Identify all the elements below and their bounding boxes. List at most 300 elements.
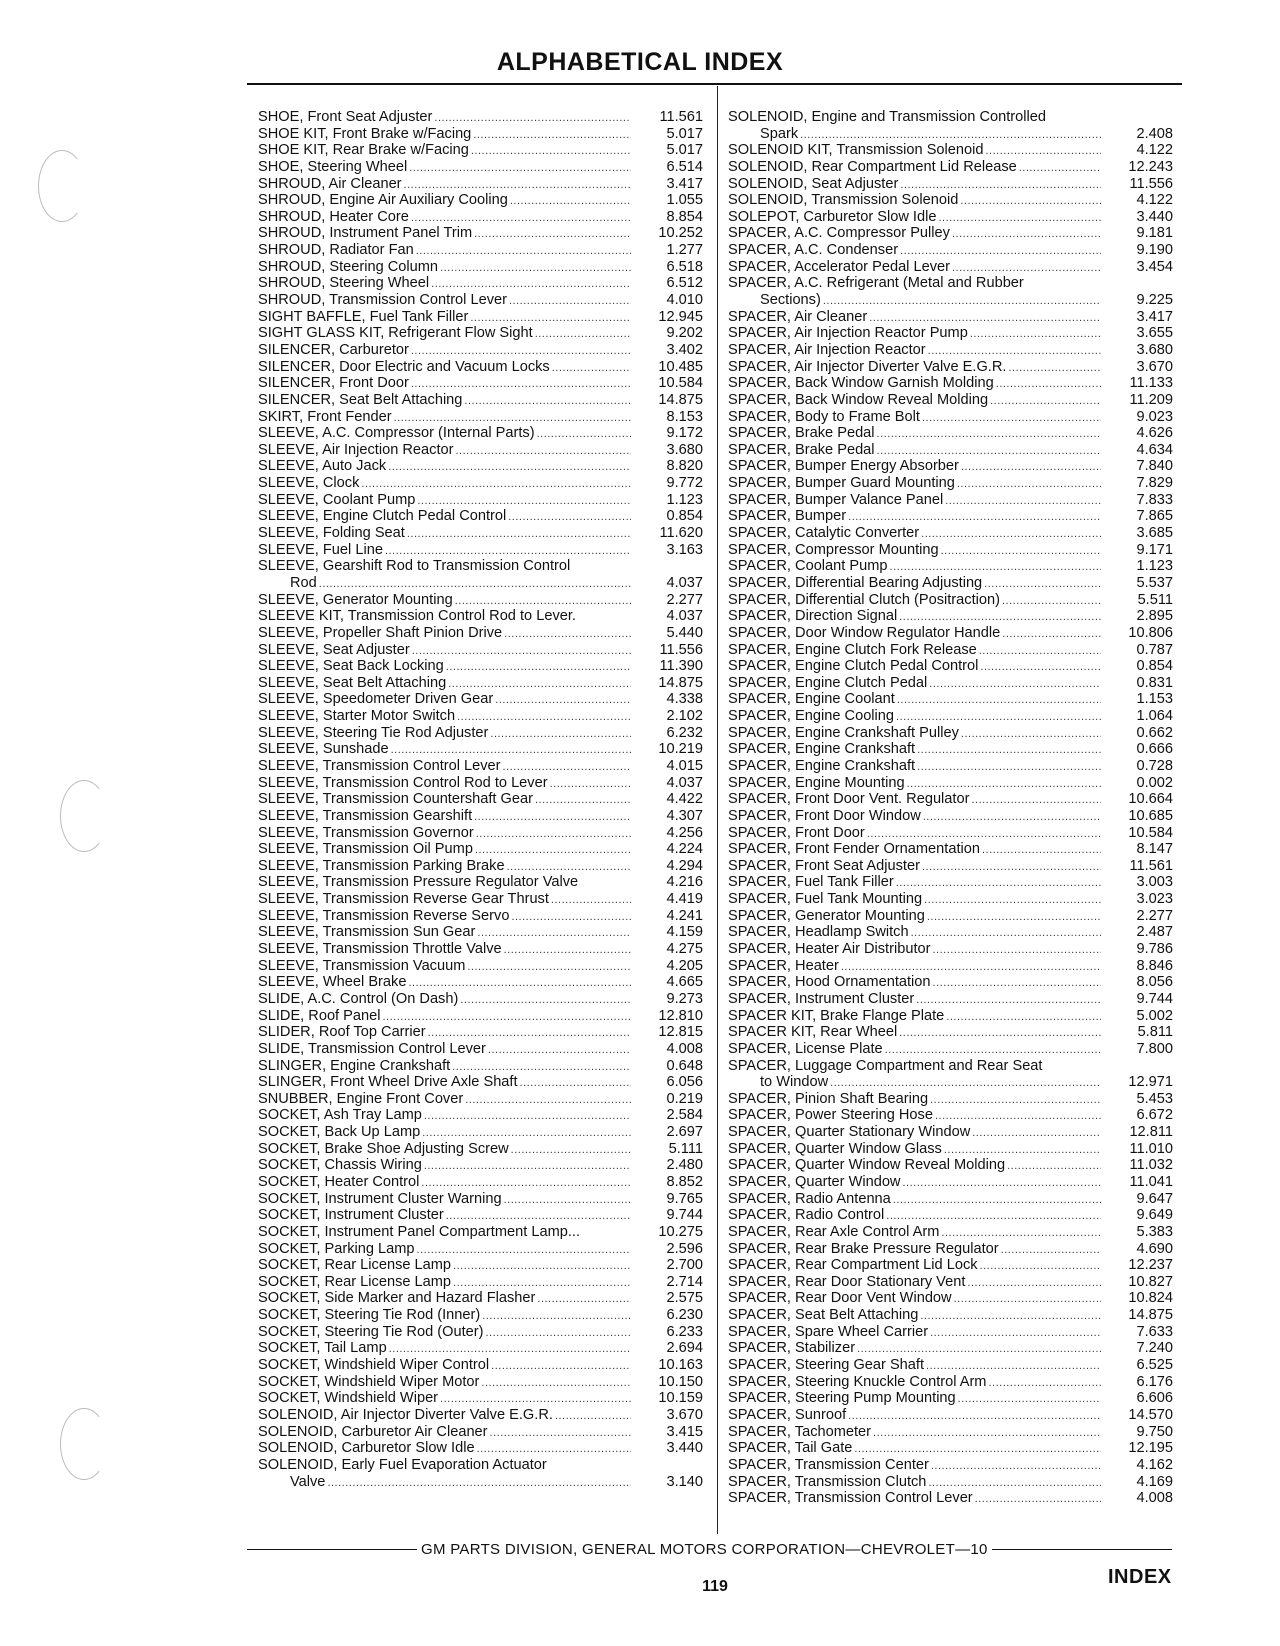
- entry-reference: 4.169: [1136, 1473, 1173, 1490]
- index-entry: [728, 1474, 1173, 1491]
- index-entry: [728, 608, 1173, 625]
- leader-dots: [535, 326, 631, 343]
- leader-dots: [411, 343, 631, 360]
- leader-dots: [473, 127, 631, 144]
- entry-text: SPACER, Tail Gate: [728, 1440, 853, 1457]
- leader-dots: [504, 626, 631, 643]
- entry-text: SILENCER, Carburetor: [258, 341, 409, 358]
- entry-reference: 11.133: [1129, 375, 1173, 392]
- index-entry: [728, 1157, 1173, 1174]
- page-title: ALPHABETICAL INDEX: [496, 48, 784, 76]
- leader-dots: [383, 1009, 632, 1026]
- index-entry: [728, 958, 1173, 975]
- entry-text: SOCKET, Windshield Wiper Motor: [258, 1373, 480, 1390]
- entry-text: SKIRT, Front Fender: [258, 408, 392, 425]
- entry-reference: 3.655: [1136, 325, 1173, 342]
- entry-reference: 4.205: [666, 957, 703, 974]
- entry-reference: 3.415: [666, 1423, 703, 1440]
- entry-reference: 9.744: [1136, 990, 1173, 1007]
- entry-reference: 4.122: [1136, 192, 1173, 209]
- entry-reference: 0.854: [1136, 658, 1173, 675]
- entry-text: SHROUD, Steering Column: [258, 258, 439, 275]
- index-entry: [258, 558, 703, 591]
- entry-text: SLEEVE, Gearshift Rod to Transmission Control: [258, 558, 571, 575]
- entry-text: SLEEVE, Transmission Reverse Gear Thrust: [258, 891, 549, 908]
- leader-dots: [407, 526, 631, 543]
- entry-text: SPACER, Pinion Shaft Bearing: [728, 1090, 929, 1107]
- entry-reference: 2.480: [666, 1157, 703, 1174]
- index-entry: [258, 1074, 703, 1091]
- index-entry: [728, 1091, 1173, 1108]
- entry-reference: 10.806: [1128, 624, 1173, 641]
- index-entry: [258, 525, 703, 542]
- index-entry: [258, 775, 703, 792]
- binder-hole-mark: [60, 780, 108, 852]
- entry-reference: 4.010: [666, 292, 703, 309]
- leader-dots: [476, 826, 631, 843]
- leader-dots: [417, 1242, 631, 1259]
- leader-dots: [428, 1025, 631, 1042]
- index-entry: [728, 475, 1173, 492]
- index-entry: [728, 325, 1173, 342]
- entry-text: SLEEVE, Transmission Sun Gear: [258, 924, 476, 941]
- entry-reference: 3.680: [1136, 341, 1173, 358]
- leader-dots: [421, 1175, 631, 1192]
- leader-dots: [1007, 1158, 1101, 1175]
- index-entry: [728, 924, 1173, 941]
- leader-dots: [986, 143, 1102, 160]
- index-entry: [728, 259, 1173, 276]
- entry-text: SOLENOID, Seat Adjuster: [728, 175, 899, 192]
- index-entry: [258, 691, 703, 708]
- entry-reference: 2.575: [666, 1290, 703, 1307]
- entry-reference: 0.002: [1136, 774, 1173, 791]
- entry-reference: 8.846: [1136, 957, 1173, 974]
- leader-dots: [961, 726, 1101, 743]
- entry-reference: 12.243: [1128, 158, 1173, 175]
- entry-reference: 4.008: [1136, 1490, 1173, 1507]
- leader-dots: [511, 909, 631, 926]
- index-entry: [258, 675, 703, 692]
- index-entry: [728, 691, 1173, 708]
- leader-dots: [1002, 626, 1101, 643]
- entry-reference: 8.854: [666, 208, 703, 225]
- index-entry: [258, 608, 703, 625]
- leader-dots: [935, 1108, 1101, 1125]
- entry-text: SLEEVE, A.C. Compressor (Internal Parts): [258, 425, 535, 442]
- leader-dots: [475, 842, 631, 859]
- leader-dots: [954, 1291, 1101, 1308]
- index-entry: [728, 1257, 1173, 1274]
- leader-dots: [975, 1491, 1101, 1508]
- entry-reference: 12.195: [1128, 1440, 1173, 1457]
- entry-text: SPACER, Air Injection Reactor Pump: [728, 325, 968, 342]
- index-entry: [258, 924, 703, 941]
- entry-reference: 3.440: [1136, 208, 1173, 225]
- entry-text: SOLENOID, Transmission Solenoid: [728, 192, 959, 209]
- entry-reference: 10.664: [1128, 791, 1173, 808]
- entry-text: SLINGER, Engine Crankshaft: [258, 1057, 451, 1074]
- entry-reference: 2.694: [666, 1340, 703, 1357]
- entry-reference: 7.829: [1136, 475, 1173, 492]
- index-entry: [728, 1340, 1173, 1357]
- entry-reference: 4.294: [666, 857, 703, 874]
- entry-reference: 10.252: [658, 225, 703, 242]
- entry-text: SLEEVE, Sunshade: [258, 741, 389, 758]
- entry-reference: 2.596: [666, 1240, 703, 1257]
- entry-text: SPACER, Bumper Energy Absorber: [728, 458, 959, 475]
- index-entry: [728, 508, 1173, 525]
- leader-dots: [923, 809, 1101, 826]
- entry-reference: 8.820: [666, 458, 703, 475]
- entry-reference: 0.831: [1136, 674, 1173, 691]
- index-entry: [258, 159, 703, 176]
- index-entry: [258, 958, 703, 975]
- index-entry: [728, 309, 1173, 326]
- entry-reference: 5.017: [666, 125, 703, 142]
- leader-dots: [990, 393, 1101, 410]
- index-entry: [258, 1290, 703, 1307]
- title-rule: [247, 83, 1182, 85]
- leader-dots: [504, 1192, 631, 1209]
- leader-dots: [485, 1325, 631, 1342]
- entry-reference: 1.123: [666, 491, 703, 508]
- index-entry: [728, 359, 1173, 376]
- entry-text: SPACER KIT, Brake Flange Plate: [728, 1007, 945, 1024]
- leader-dots: [890, 559, 1101, 576]
- entry-text: SOLENOID, Rear Compartment Lid Release: [728, 158, 1017, 175]
- leader-dots: [854, 1441, 1101, 1458]
- entry-reference: 10.685: [1128, 807, 1173, 824]
- entry-reference: 11.010: [1129, 1140, 1173, 1157]
- index-entry: [258, 658, 703, 675]
- entry-text: SPACER, Sunroof: [728, 1406, 847, 1423]
- index-entry: [728, 1174, 1173, 1191]
- entry-reference: 1.277: [666, 242, 703, 259]
- entry-reference: 6.514: [666, 158, 703, 175]
- index-entry: [258, 858, 703, 875]
- leader-dots: [933, 975, 1101, 992]
- entry-reference: 6.512: [666, 275, 703, 292]
- index-entry: [728, 808, 1173, 825]
- entry-text: SPACER, Rear Brake Pressure Regulator: [728, 1240, 999, 1257]
- entry-text: SPACER, Engine Clutch Fork Release: [728, 641, 977, 658]
- entry-text: SOCKET, Back Up Lamp: [258, 1124, 421, 1141]
- entry-text: SLEEVE, Propeller Shaft Pinion Drive: [258, 624, 503, 641]
- leader-dots: [389, 1341, 631, 1358]
- entry-reference: 11.209: [1129, 391, 1173, 408]
- entry-reference: 1.055: [666, 192, 703, 209]
- index-entry: [258, 1440, 703, 1457]
- entry-text: SPACER, Heater Air Distributor: [728, 941, 931, 958]
- leader-dots: [960, 193, 1101, 210]
- entry-reference: 6.056: [666, 1074, 703, 1091]
- leader-dots: [490, 726, 631, 743]
- leader-dots: [455, 593, 631, 610]
- index-entry: [728, 1490, 1173, 1507]
- binder-hole-mark: [38, 150, 86, 222]
- entry-text: SHROUD, Steering Wheel: [258, 275, 430, 292]
- entry-text: SLEEVE, Transmission Reverse Servo: [258, 907, 510, 924]
- entry-reference: 4.162: [1136, 1456, 1173, 1473]
- entry-reference: 10.824: [1128, 1290, 1173, 1307]
- leader-dots: [877, 426, 1101, 443]
- entry-text: SLEEVE, Transmission Throttle Valve: [258, 941, 502, 958]
- entry-reference: 2.714: [666, 1273, 703, 1290]
- index-entry: [258, 392, 703, 409]
- leader-dots: [971, 792, 1101, 809]
- entry-text: SOLENOID, Carburetor Air Cleaner: [258, 1423, 488, 1440]
- entry-text: SLEEVE, Starter Motor Switch: [258, 708, 456, 725]
- leader-dots: [886, 1208, 1101, 1225]
- entry-reference: 3.670: [1136, 358, 1173, 375]
- index-entry: [258, 741, 703, 758]
- leader-dots: [431, 276, 631, 293]
- entry-reference: 10.584: [658, 375, 703, 392]
- entry-text: SLINGER, Front Wheel Drive Axle Shaft: [258, 1074, 518, 1091]
- entry-reference: 2.408: [1136, 125, 1173, 142]
- index-entry: [728, 974, 1173, 991]
- entry-reference: 0.666: [1136, 741, 1173, 758]
- entry-reference: 4.338: [666, 691, 703, 708]
- leader-dots: [474, 226, 631, 243]
- index-entry: [728, 891, 1173, 908]
- leader-dots: [946, 1009, 1101, 1026]
- column-divider: [717, 86, 718, 1534]
- index-entry: [728, 791, 1173, 808]
- index-entry: [258, 1357, 703, 1374]
- index-entry: [728, 558, 1173, 575]
- entry-reference: 1.123: [1136, 558, 1173, 575]
- entry-text: SPACER, Bumper: [728, 508, 847, 525]
- leader-dots: [555, 1408, 631, 1425]
- footer: [247, 1541, 1172, 1558]
- index-entry: [728, 991, 1173, 1008]
- leader-dots: [434, 110, 631, 127]
- index-entry: [258, 1107, 703, 1124]
- entry-text: SPACER, Power Steering Hose: [728, 1107, 933, 1124]
- index-entry: [258, 425, 703, 442]
- entry-text: SPACER, Direction Signal: [728, 608, 898, 625]
- index-entry: [728, 209, 1173, 226]
- entry-text: SPACER, Rear Axle Control Arm: [728, 1223, 940, 1240]
- index-entry: [258, 841, 703, 858]
- index-entry: [728, 525, 1173, 542]
- index-entry: [258, 725, 703, 742]
- entry-text: SLEEVE, Transmission Control Lever: [258, 757, 501, 774]
- leader-dots: [900, 243, 1101, 260]
- index-entry: [728, 458, 1173, 475]
- index-entry: [258, 1224, 703, 1241]
- index-entry: [258, 508, 703, 525]
- entry-reference: 3.685: [1136, 525, 1173, 542]
- entry-reference: 3.680: [666, 441, 703, 458]
- entry-text: SPACER, Transmission Center: [728, 1456, 929, 1473]
- entry-reference: 2.700: [666, 1257, 703, 1274]
- entry-text: SPACER, Front Seat Adjuster: [728, 857, 920, 874]
- entry-text: SPACER, Engine Cooling: [728, 708, 895, 725]
- entry-reference: 4.037: [666, 574, 703, 591]
- entry-reference: 5.537: [1136, 574, 1173, 591]
- leader-dots: [958, 1391, 1101, 1408]
- index-entry: [258, 242, 703, 259]
- entry-reference: 3.417: [666, 175, 703, 192]
- entry-reference: 9.181: [1136, 225, 1173, 242]
- leader-dots: [924, 892, 1101, 909]
- index-entry: [258, 1307, 703, 1324]
- entry-reference: 2.895: [1136, 608, 1173, 625]
- entry-reference: 10.584: [1128, 824, 1173, 841]
- entry-reference: 5.002: [1136, 1007, 1173, 1024]
- entry-text: SLIDER, Roof Top Carrier: [258, 1024, 426, 1041]
- leader-dots: [952, 260, 1101, 277]
- entry-reference: 6.176: [1136, 1373, 1173, 1390]
- leader-dots: [897, 692, 1101, 709]
- leader-dots: [1002, 593, 1101, 610]
- entry-reference: 2.697: [666, 1124, 703, 1141]
- entry-reference: 3.140: [666, 1473, 703, 1490]
- entry-reference: 6.672: [1136, 1107, 1173, 1124]
- entry-reference: 4.037: [666, 608, 703, 625]
- leader-dots: [422, 1125, 631, 1142]
- entry-text: SPACER, Differential Bearing Adjusting: [728, 574, 983, 591]
- index-entry: [258, 275, 703, 292]
- leader-dots: [550, 776, 631, 793]
- leader-dots: [967, 1275, 1101, 1292]
- entry-text: SPACER, Fuel Tank Mounting: [728, 891, 923, 908]
- index-entry: [258, 1457, 703, 1490]
- entry-text: SHOE, Front Seat Adjuster: [258, 109, 433, 125]
- index-entry: [258, 409, 703, 426]
- entry-text: SLEEVE, Air Injection Reactor: [258, 441, 454, 458]
- leader-dots: [319, 576, 631, 593]
- index-entry: [728, 708, 1173, 725]
- leader-dots: [996, 376, 1101, 393]
- entry-reference: 4.419: [666, 891, 703, 908]
- entry-text: SOLENOID, Early Fuel Evaporation Actuator: [258, 1456, 547, 1473]
- index-entry: [258, 1058, 703, 1075]
- entry-text: SPACER, Body to Frame Bolt: [728, 408, 920, 425]
- entry-text: SPACER, Instrument Cluster: [728, 990, 915, 1007]
- index-entry: [728, 1191, 1173, 1208]
- leader-dots: [482, 1308, 631, 1325]
- entry-text: SPACER, Transmission Clutch: [728, 1473, 927, 1490]
- index-entry: [728, 1357, 1173, 1374]
- entry-reference: 8.147: [1136, 841, 1173, 858]
- leader-dots: [984, 576, 1101, 593]
- leader-dots: [327, 1475, 631, 1492]
- leader-dots: [988, 1375, 1101, 1392]
- index-entry: [258, 342, 703, 359]
- entry-reference: 3.023: [1136, 891, 1173, 908]
- entry-text: SPACER, Luggage Compartment and Rear Seat: [728, 1057, 1043, 1074]
- index-entry: [258, 1191, 703, 1208]
- leader-dots: [830, 1075, 1101, 1092]
- entry-text: SHROUD, Air Cleaner: [258, 175, 402, 192]
- index-entry: [728, 1107, 1173, 1124]
- leader-dots: [388, 459, 631, 476]
- entry-text: SLEEVE, Transmission Pressure Regulator Valve: [258, 874, 579, 891]
- leader-dots: [896, 875, 1101, 892]
- entry-reference: 2.277: [1136, 907, 1173, 924]
- index-entry: [728, 1207, 1173, 1224]
- leader-dots: [945, 493, 1101, 510]
- leader-dots: [409, 160, 631, 177]
- leader-dots: [424, 1158, 631, 1175]
- entry-reference: 9.172: [666, 425, 703, 442]
- entry-text: SPACER, Front Door Vent. Regulator: [728, 791, 970, 808]
- entry-text: SPACER, Fuel Tank Filler: [728, 874, 894, 891]
- entry-text: SLEEVE, Seat Belt Attaching: [258, 674, 447, 691]
- leader-dots: [408, 975, 631, 992]
- index-entry: [258, 1274, 703, 1291]
- index-entry: [728, 1374, 1173, 1391]
- entry-reference: 4.422: [666, 791, 703, 808]
- entry-text: SPACER, Back Window Reveal Molding: [728, 391, 989, 408]
- entry-reference: 4.634: [1136, 441, 1173, 458]
- entry-reference: 3.163: [666, 541, 703, 558]
- entry-reference: 11.032: [1129, 1157, 1173, 1174]
- index-entry: [728, 375, 1173, 392]
- entry-text: SLEEVE KIT, Transmission Control Rod to Lever.: [258, 608, 576, 625]
- entry-text: SLEEVE, Engine Clutch Pedal Control: [258, 508, 507, 525]
- entry-text: SPACER, Engine Mounting: [728, 774, 905, 791]
- leader-dots: [941, 1225, 1101, 1242]
- entry-reference: 0.854: [666, 508, 703, 525]
- entry-reference: 7.833: [1136, 491, 1173, 508]
- entry-reference: 5.511: [1137, 591, 1173, 608]
- index-column-left: [258, 109, 703, 1490]
- entry-text: SPACER, Bumper Valance Panel: [728, 491, 944, 508]
- leader-dots: [495, 692, 631, 709]
- index-entry: [258, 192, 703, 209]
- index-entry: [728, 642, 1173, 659]
- entry-continuation: Rod: [290, 574, 317, 591]
- leader-dots: [869, 310, 1101, 327]
- leader-dots: [477, 925, 631, 942]
- entry-text: SHROUD, Radiator Fan: [258, 242, 414, 259]
- entry-reference: 9.744: [666, 1207, 703, 1224]
- index-entry: [728, 825, 1173, 842]
- index-entry: [258, 708, 703, 725]
- index-entry: [728, 1457, 1173, 1474]
- entry-reference: 6.233: [666, 1323, 703, 1340]
- entry-reference: 4.665: [666, 974, 703, 991]
- entry-text: SPACER, Radio Antenna: [728, 1190, 891, 1207]
- leader-dots: [873, 1425, 1101, 1442]
- entry-reference: 3.003: [1136, 874, 1173, 891]
- leader-dots: [979, 643, 1101, 660]
- entry-reference: 2.584: [666, 1107, 703, 1124]
- entry-text: SPACER, Engine Crankshaft: [728, 757, 916, 774]
- leader-dots: [920, 1308, 1101, 1325]
- index-entry: [728, 442, 1173, 459]
- entry-reference: 4.008: [666, 1040, 703, 1057]
- leader-dots: [952, 226, 1101, 243]
- entry-text: SPACER, Quarter Window Reveal Molding: [728, 1157, 1006, 1174]
- index-entry: [728, 242, 1173, 259]
- entry-reference: 10.150: [658, 1373, 703, 1390]
- entry-text: SPACER, Engine Coolant: [728, 691, 895, 708]
- index-entry: [258, 1157, 703, 1174]
- entry-reference: 4.690: [1136, 1240, 1173, 1257]
- leader-dots: [930, 1325, 1101, 1342]
- entry-reference: 7.840: [1136, 458, 1173, 475]
- leader-dots: [474, 809, 631, 826]
- entry-text: SOCKET, Ash Tray Lamp: [258, 1107, 422, 1124]
- entry-text: SPACER, Coolant Pump: [728, 558, 888, 575]
- index-entry: [258, 808, 703, 825]
